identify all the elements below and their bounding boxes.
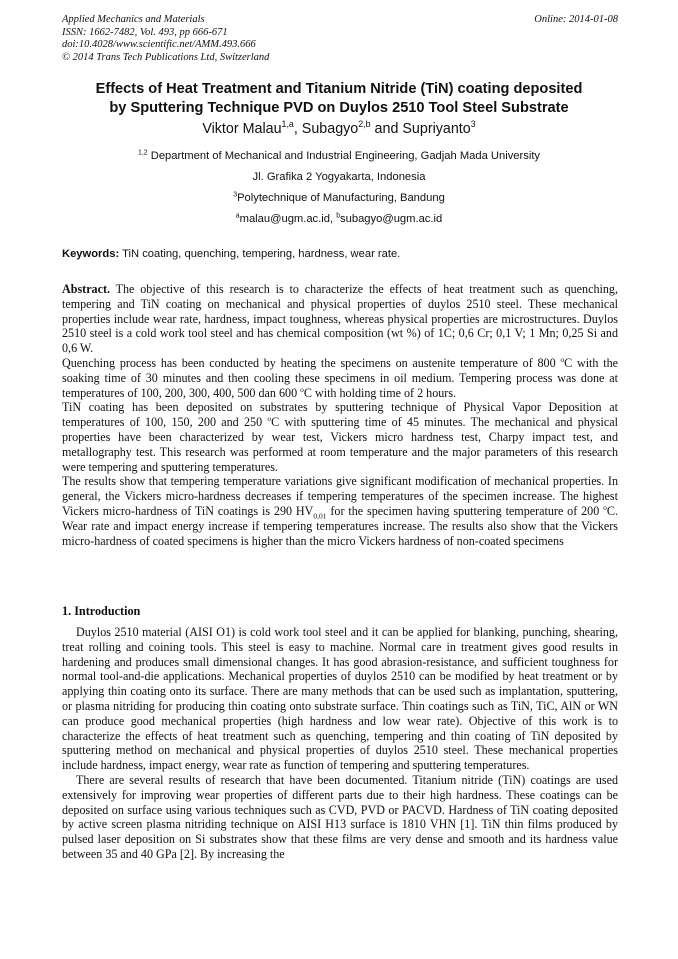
author-list bbox=[40, 121, 638, 137]
journal-name: Applied Mechanics and Materials bbox=[62, 14, 205, 25]
email-a-sup: a bbox=[235, 212, 240, 220]
author-1: Viktor Malau bbox=[202, 121, 282, 137]
paper-title bbox=[50, 80, 628, 118]
author-1-sup: 1,a bbox=[281, 119, 294, 130]
abstract-p4-a: The results show that tempering temperature variations give significant modification of mechanical properties. In general, the Vickers micro-hardness decreases if tempering temperatures of the specimen increase. The highest Vickers micro-hardness of TiN coatings is 290 HV bbox=[62, 474, 618, 518]
abstract bbox=[62, 282, 618, 548]
hv-subscript: 0,01 bbox=[313, 511, 327, 521]
doi-line: doi:10.4028/www.scientific.net/AMM.493.666 bbox=[62, 39, 256, 50]
author-2: , Subagyo bbox=[293, 121, 359, 137]
degree-sup: o bbox=[267, 414, 272, 424]
author-2-sup: 2,b bbox=[358, 119, 371, 130]
intro-paragraph-1: Duylos 2510 material (AISI O1) is cold work tool steel and it can be applied for blanking, punching, shearing, treat rolling and coining tools. This steel is easy to machine. Normal care in treatment gives good results in hardening and produces small dimensional changes. It has good abrasion-resistance, and sufficient toughness for normal tool-and-die applications. Mechanical properties of duylos 2510 can be modified by heat treatment or by applying thin coating onto its surface. There are many methods that can be used such as implantation, sputtering, or plasma nitriding for producing thin coating onto substrate surface. Thin coatings such as TiN, TiC, AlN or WN can produce good mechanical properties (high hardness and low wear rate). Objective of this work is to characterize the effects of heat treatment such as quenching, tempering and thin coating of TiN deposited by sputtering method on mechanical and physical properties of duylos 2510 steel. These mechanical properties include hardness, impact energy, wear rate as function of tempering and sputtering temperatures. bbox=[62, 625, 618, 773]
affiliation-1-address: Jl. Grafika 2 Yogyakarta, Indonesia bbox=[252, 171, 426, 183]
keywords-label: Keywords: bbox=[62, 248, 120, 260]
abstract-p2-a: Quenching process has been conducted by heating the specimens on austenite temperature of 800 bbox=[62, 355, 561, 370]
affiliation-1-sup: 1,2 bbox=[137, 149, 148, 157]
abstract-p2-b: C with the soaking time of 30 minutes and then cooling these specimens in oil medium. Tempering process was done at temperatures of 100, 200, 300, 400, 500 dan 600 bbox=[62, 355, 618, 400]
author-emails bbox=[40, 213, 638, 225]
abstract-paragraph-2 bbox=[62, 356, 618, 400]
title-line-2: by Sputtering Technique PVD on Duylos 2510 Tool Steel Substrate bbox=[109, 100, 569, 116]
intro-paragraph-2: There are several results of research that have been documented. Titanium nitride (TiN) coatings are used extensively for improving wear properties of different parts due to their high hardness. These coatings can be deposited on surface using various techniques such as CVD, PVD or PACVD. Hardness of TiN coating deposited by active screen plasma nitriding technique on AISI H13 surface is 1810 VHN [1]. TiN thin films produced by pulsed laser deposition on Si substrates show that these films are very dense and smooth and its hardness value between 35 and 40 GPa [2]. By increasing the bbox=[62, 772, 618, 861]
abstract-paragraph-1 bbox=[62, 282, 618, 356]
title-line-1: Effects of Heat Treatment and Titanium Nitride (TiN) coating deposited bbox=[95, 81, 583, 97]
journal-header bbox=[62, 14, 618, 64]
abstract-label: Abstract. bbox=[62, 282, 111, 296]
affiliation-2-text: Polytechnique of Manufacturing, Bandung bbox=[237, 192, 445, 204]
abstract-paragraph-3 bbox=[62, 400, 618, 474]
abstract-p3-b: C with sputtering time of 45 minutes. The mechanical and physical properties have been characterized by wear test, Vickers micro hardness test, Charpy impact test, and metallography test. This research was performed at room temperature and the major parameters of this research were tempering and sputtering temperatures. bbox=[62, 415, 619, 474]
email-b-sup: b bbox=[336, 212, 341, 220]
keywords bbox=[62, 248, 618, 260]
author-3: and Supriyanto bbox=[370, 121, 471, 137]
abstract-p2-c: C with holding time of 2 hours. bbox=[303, 385, 457, 400]
online-date: Online: 2014-01-08 bbox=[534, 14, 618, 25]
author-3-sup: 3 bbox=[470, 119, 476, 130]
keywords-text: TiN coating, quenching, tempering, hardness, wear rate. bbox=[119, 248, 401, 260]
affiliation-2-sup: 3 bbox=[233, 191, 238, 199]
degree-sup: o bbox=[300, 384, 304, 394]
abstract-paragraph-4 bbox=[62, 474, 618, 548]
introduction-body bbox=[62, 625, 618, 862]
email-b: subagyo@ugm.ac.id bbox=[340, 213, 443, 225]
section-heading-introduction: 1. Introduction bbox=[62, 604, 141, 618]
abstract-p4-c: C. Wear rate and impact energy increase if tempering temperatures increase. The results also show that the Vickers micro-hardness of coated specimens is higher than the micro Vickers hardness of non-coated specimens bbox=[62, 503, 618, 548]
abstract-p3-a: TiN coating has been deposited on substrates by sputtering technique of Physical Vapor Deposition at temperatures of 100, 150, 200 and 250 bbox=[62, 400, 618, 430]
email-a: malau@ugm.ac.id, bbox=[239, 213, 337, 225]
abstract-p4-b: for the specimen having sputtering temperature of 200 bbox=[326, 503, 604, 518]
degree-sup: o bbox=[603, 502, 607, 512]
affiliation-1-text: Department of Mechanical and Industrial Engineering, Gadjah Mada University bbox=[147, 150, 541, 162]
affiliation-1 bbox=[40, 150, 638, 162]
abstract-p1-text: The objective of this research is to characterize the effects of heat treatment such as quenching, tempering and TiN coating on mechanical and physical properties of duylos 2510 steel. These mechanical properties include wear rate, hardness, impact toughness, whereas physical properties are microstructures. Duylos 2510 steel is a cold work tool steel and has chemical composition (wt %) of 1C; 0,6 Cr; 0,1 V; 1 Mn; 0,25 Si and 0,6 W. bbox=[62, 282, 618, 356]
issn-line: ISSN: 1662-7482, Vol. 493, pp 666-671 bbox=[62, 26, 228, 38]
affiliation-2 bbox=[40, 192, 638, 204]
degree-sup: o bbox=[560, 354, 565, 364]
copyright-line: © 2014 Trans Tech Publications Ltd, Switzerland bbox=[62, 51, 270, 63]
